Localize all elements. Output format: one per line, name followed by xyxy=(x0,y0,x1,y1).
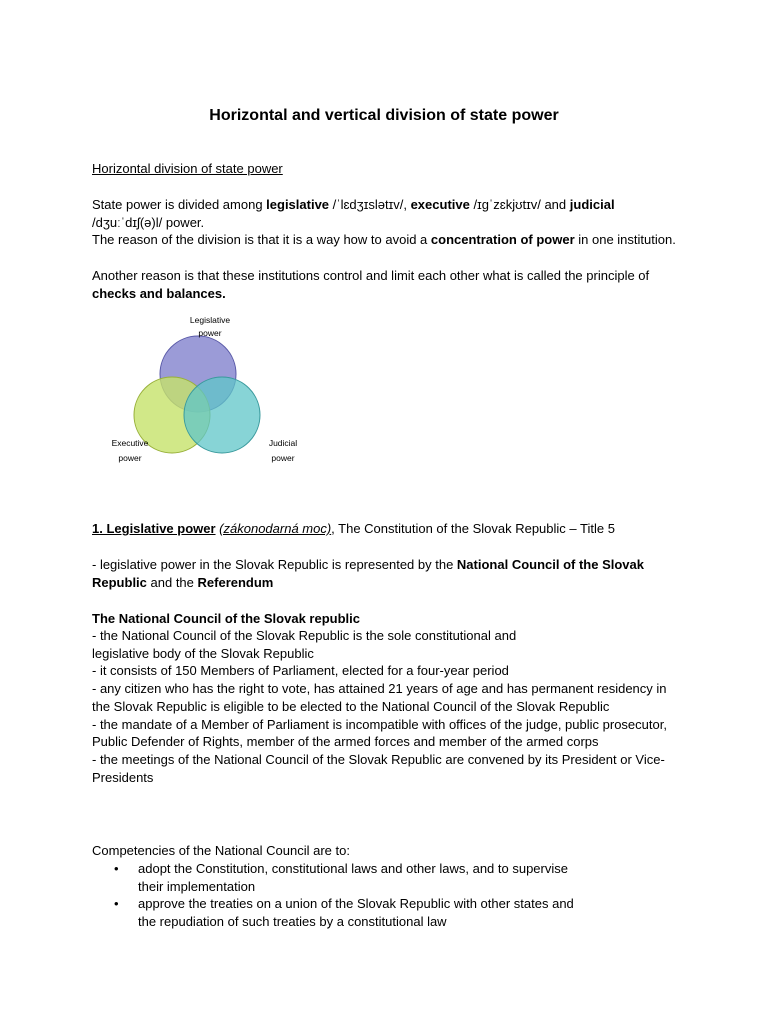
bullet-icon: • xyxy=(114,861,119,876)
section-heading: Horizontal division of state power xyxy=(92,161,283,176)
representation-paragraph xyxy=(92,556,678,591)
council-paragraph xyxy=(92,627,678,786)
council-line: - the mandate of a Member of Parliament is incompatible with offices of the judge, public prosecutor, Public Defender of Rights, member of the armed forces and member of the armed corps xyxy=(92,716,667,750)
legislative-heading-slovak: (zákonodarná moc) xyxy=(219,521,332,536)
council-line: - any citizen who has the right to vote, has attained 21 years of age and has permanent residency in the Slovak Republic is eligible to be elected to the National Council of the Slovak Republic xyxy=(92,681,667,714)
executive-label-line2: power xyxy=(118,453,142,463)
term-concentration: concentration of power xyxy=(430,232,575,247)
term-legislative: legislative xyxy=(266,197,330,212)
list-item xyxy=(92,860,678,895)
legislative-label-line1: Legislative xyxy=(189,315,231,325)
council-line: - it consists of 150 Members of Parliament, elected for a four-year period xyxy=(92,663,509,679)
legislative-heading-num: 1. Legislative power xyxy=(92,521,216,536)
intro-paragraph-3 xyxy=(92,267,678,302)
intro-paragraph-1 xyxy=(92,196,678,231)
list-item-line: their implementation xyxy=(138,878,256,894)
legislative-heading xyxy=(92,520,678,538)
term-judicial: judicial xyxy=(569,197,615,212)
list-item-line: approve the treaties on a union of the Slovak Republic with other states and xyxy=(138,896,574,912)
list-item-line: adopt the Constitution, constitutional laws and other laws, and to supervise xyxy=(138,861,568,876)
intro-text: State power is divided among xyxy=(92,197,267,212)
page-title: Horizontal and vertical division of state power xyxy=(209,107,559,124)
legislative-label-line2: power xyxy=(198,328,222,338)
rep-text: and the xyxy=(146,574,198,590)
judicial-label-line2: power xyxy=(271,453,295,463)
council-line: - the meetings of the National Council of the Slovak Republic are convened by its President or Vice-Presidents xyxy=(92,751,665,785)
intro-text: /dʒuːˈdɪʃ(ə)l/ power. xyxy=(92,214,205,230)
rep-text: - legislative power in the Slovak Republic is represented by the xyxy=(92,557,457,572)
bullet-icon: • xyxy=(114,896,119,912)
term-checks-balances: checks and balances. xyxy=(92,285,226,301)
intro-text: in one institution. xyxy=(574,232,676,247)
council-line: legislative body of the Slovak Republic xyxy=(92,645,314,661)
council-heading: The National Council of the Slovak republic xyxy=(92,611,360,626)
list-item-line: the repudiation of such treaties by a constitutional law xyxy=(138,914,447,930)
venn-diagram xyxy=(100,308,310,468)
intro-text: /ˈlɛdʒɪslətɪv/, xyxy=(329,197,411,212)
legislative-heading-rest: , The Constitution of the Slovak Republic – Title 5 xyxy=(331,521,615,536)
judicial-label-line1: Judicial xyxy=(268,438,298,448)
term-referendum: Referendum xyxy=(197,574,274,590)
term-national-council: National Council of the Slovak Republic xyxy=(92,557,644,590)
intro-text: /ɪɡˈzɛkjʊtɪv/ and xyxy=(469,197,570,212)
intro-paragraph-2 xyxy=(92,231,678,249)
term-executive: executive xyxy=(410,197,470,212)
competencies-list xyxy=(92,860,678,931)
executive-label-line1: Executive xyxy=(111,438,149,448)
judicial-circle xyxy=(184,377,260,453)
council-line: - the National Council of the Slovak Republic is the sole constitutional and xyxy=(92,628,517,643)
competencies-intro: Competencies of the National Council are to: xyxy=(92,843,350,858)
venn-svg xyxy=(100,308,310,468)
intro-text: The reason of the division is that it is a way how to avoid a xyxy=(92,232,431,247)
list-item xyxy=(92,895,678,930)
intro-text: Another reason is that these institutions control and limit each other what is called the principle of xyxy=(92,268,650,283)
